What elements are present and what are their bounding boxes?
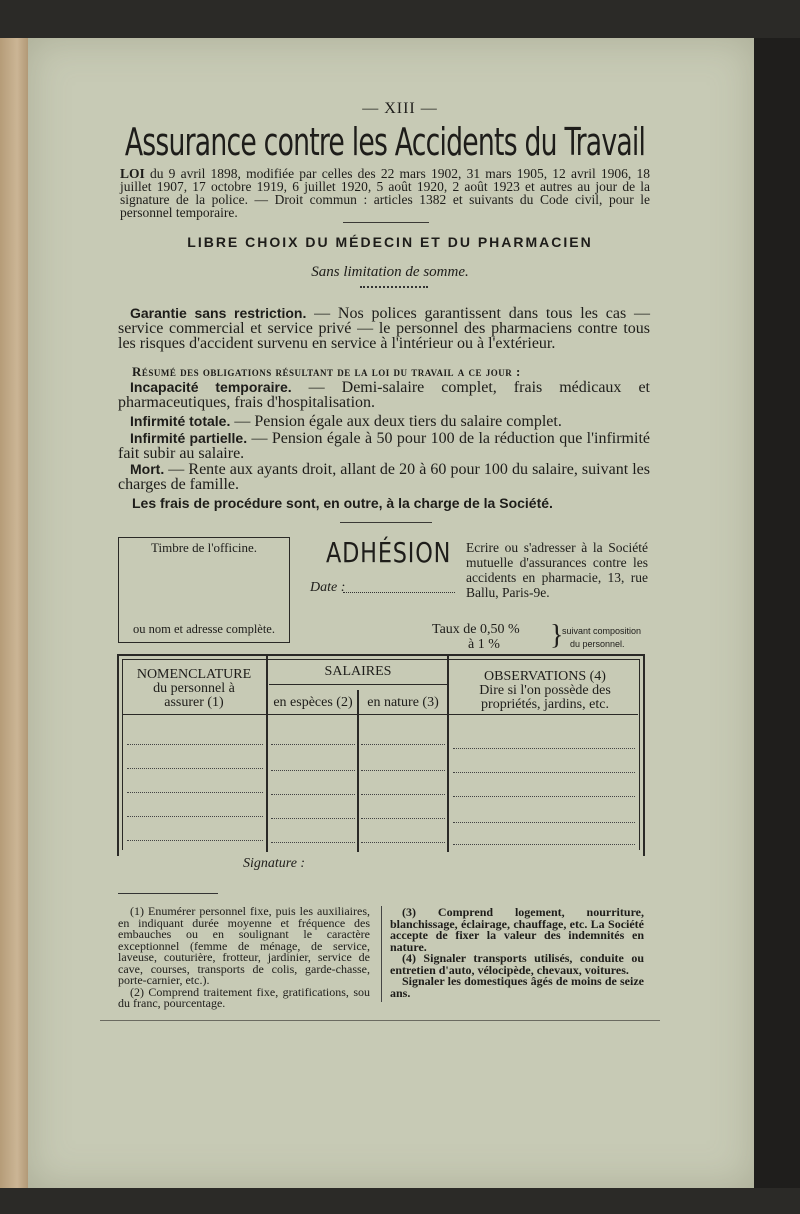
rate-note-line: suivant composition <box>562 626 642 636</box>
personnel-table <box>117 654 645 856</box>
table-row[interactable] <box>361 842 445 843</box>
header-nature: en nature (3) <box>367 695 439 710</box>
table-row[interactable] <box>127 744 263 745</box>
obligation-item <box>118 380 650 410</box>
stamp-address-label: ou nom et adresse complète. <box>133 622 275 636</box>
table-row[interactable] <box>271 794 355 795</box>
table-row[interactable] <box>361 818 445 819</box>
table-row[interactable] <box>453 796 635 797</box>
date-field[interactable] <box>343 592 455 593</box>
table-row[interactable] <box>127 792 263 793</box>
procedure-note <box>132 496 664 511</box>
table-row[interactable] <box>453 844 635 845</box>
no-limit-subtitle: Sans limitation de somme. <box>311 264 469 280</box>
column-divider <box>447 656 449 852</box>
table-row[interactable] <box>453 772 635 773</box>
footnote-3: (3) Comprend logement, nourriture, blanchissage, éclairage, chauffage, etc. La Société accepte de fixer la valeur des indemnités en nature. <box>390 905 644 954</box>
ornament-divider <box>360 286 428 294</box>
table-row[interactable] <box>271 770 355 771</box>
bottom-rule <box>100 1020 660 1021</box>
stamp-label: Timbre de l'officine. <box>151 540 257 555</box>
divider <box>340 522 432 523</box>
rate-line-2: à 1 % <box>468 637 500 652</box>
table-row[interactable] <box>271 744 355 745</box>
obligation-lead: Infirmité partielle. <box>130 430 248 446</box>
header-rule <box>122 714 638 715</box>
header-nomenclature <box>123 668 265 710</box>
header-observations <box>451 670 639 712</box>
obligation-item <box>118 431 650 461</box>
procedure-note-text: Les frais de procédure sont, en outre, à la charge de la Société. <box>132 495 553 511</box>
header-observations-title: OBSERVATIONS (4) <box>484 669 606 684</box>
column-divider <box>266 656 268 852</box>
table-row[interactable] <box>361 744 445 745</box>
obligation-text: — Pension égale aux deux tiers du salaire complet. <box>230 413 562 430</box>
obligation-item <box>118 414 650 429</box>
footnotes-right <box>390 907 644 999</box>
footnote-5: Signaler les domestiques âgés de moins de seize ans. <box>390 974 644 1000</box>
table-row[interactable] <box>361 770 445 771</box>
brace-icon: } <box>550 620 564 651</box>
table-row[interactable] <box>453 822 635 823</box>
table-row[interactable] <box>453 748 635 749</box>
divider <box>343 222 429 223</box>
rate-note <box>562 625 641 651</box>
guarantee-lead: Garantie sans restriction. <box>130 305 307 321</box>
date-label: Date : <box>310 580 346 595</box>
table-row[interactable] <box>127 840 263 841</box>
header-especes: en espèces (2) <box>273 695 353 710</box>
table-row[interactable] <box>271 818 355 819</box>
free-choice-heading: LIBRE CHOIX DU MÉDECIN ET DU PHARMACIEN <box>187 234 593 250</box>
signature-label: Signature : <box>243 856 306 871</box>
footnotes-left <box>118 906 370 1010</box>
scan-background <box>754 38 800 1188</box>
obligation-text: — Rente aux ayants droit, allant de 20 à 60 pour 100 du salaire, suivant les charges de famille. <box>118 461 650 493</box>
header-observations-sub: Dire si l'on possède des propriétés, jardins, etc. <box>479 683 611 712</box>
law-text: du 9 avril 1898, modifiée par celles des 22 mars 1902, 31 mars 1905, 12 avril 1906, 18 juillet 1907, 17 octobre 1919, 6 juillet 1920, 5 août 1920, 2 août 1923 et autres au jour de la signature de la police. — Droit commun : articles 1382 et suivants du Code civil, pour le personnel temporaire. <box>120 166 650 220</box>
table-row[interactable] <box>127 816 263 817</box>
footnote-rule <box>118 893 218 894</box>
law-lead: LOI <box>120 166 145 181</box>
footnote-2: (2) Comprend traitement fixe, gratifications, sou du franc, pourcentage. <box>118 984 370 1010</box>
page-title: Assurance contre les Accidents du Travail <box>124 120 646 164</box>
footnote-1: (1) Enumérer personnel fixe, puis les auxiliaires, en indiquant durée moyenne et fréquence des embauches ou en soulignant le caractère exceptionnel (femme de ménage, de service, laveuse, couturière, frotteur, jardinier, service de cave, courses, transports de colis, garde-chasse, porte-carnier, etc.). <box>118 904 370 987</box>
footnote-4: (4) Signaler transports utilisés, conduite ou entretien d'auto, vélocipède, chevaux, voitures. <box>390 951 644 977</box>
header-nomenclature-title: NOMENCLATURE <box>136 667 252 682</box>
header-nomenclature-sub: du personnel à assurer (1) <box>153 681 235 710</box>
guarantee-text: — Nos polices garantissent dans tous les cas — service commercial et service privé — le personnel des pharmaciens contre tous les risques d'accident survenu en service à l'intérieur ou à l'extérieur. <box>118 305 650 352</box>
obligation-lead: Infirmité totale. <box>130 413 231 429</box>
rate-note-line: du personnel. <box>570 639 625 649</box>
obligation-lead: Incapacité temporaire. <box>130 379 292 395</box>
resume-heading: Résumé des obligations résultant de la loi du travail a ce jour : <box>132 364 521 379</box>
obligation-item <box>118 462 650 492</box>
salaires-rule <box>269 684 447 685</box>
adhesion-heading: ADHÉSION <box>326 536 452 569</box>
table-row[interactable] <box>361 794 445 795</box>
rate-line-1: Taux de 0,50 % <box>432 622 520 637</box>
law-reference <box>120 167 650 219</box>
footnote-separator <box>381 906 382 1002</box>
obligation-lead: Mort. <box>130 461 165 477</box>
table-row[interactable] <box>127 768 263 769</box>
obligation-text: — Demi-salaire complet, frais médicaux et pharmaceutiques, frais d'hospitalisation. <box>118 379 650 411</box>
guarantee-paragraph <box>118 306 650 351</box>
header-salaires: SALAIRES <box>324 664 392 679</box>
contact-address: Ecrire ou s'adresser à la Société mutuelle d'assurances contre les accidents en pharmacie, 13, rue Ballu, Paris-9e. <box>466 540 648 600</box>
table-row[interactable] <box>271 842 355 843</box>
page-number: — XIII — <box>362 100 438 117</box>
obligation-text: — Pension égale à 50 pour 100 de la réduction que l'infirmité fait subir au salaire. <box>118 430 650 462</box>
